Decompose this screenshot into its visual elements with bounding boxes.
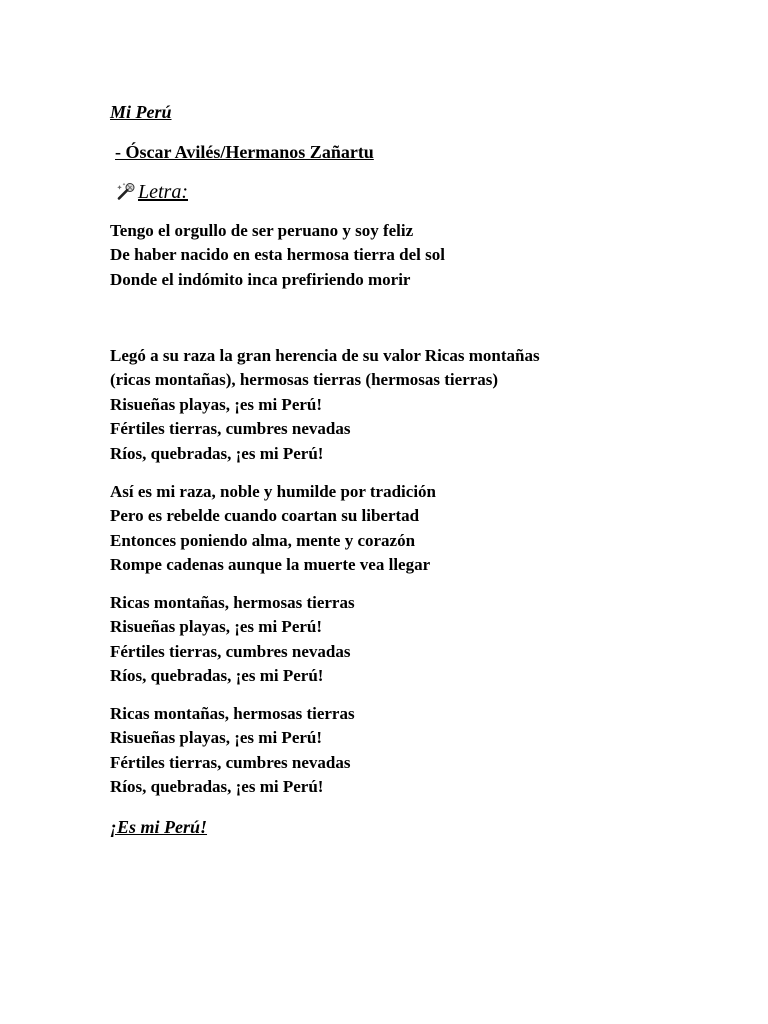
lyric-line: Ríos, quebradas, ¡es mi Perú! (110, 443, 324, 463)
lyrics-heading (116, 179, 188, 205)
lyric-line: Ríos, quebradas, ¡es mi Perú! (110, 666, 324, 686)
lyric-line: Pero es rebelde cuando coartan su libertad (110, 506, 420, 526)
author-line: - Óscar Avilés/Hermanos Zañartu (115, 142, 374, 162)
verse-4 (110, 591, 670, 689)
lyric-line: Fértiles tierras, cumbres nevadas (110, 641, 351, 661)
song-title: Mi Perú (110, 102, 172, 122)
verse-1 (110, 219, 670, 292)
closing-line: ¡Es mi Perú! (110, 817, 208, 837)
verse-5 (110, 702, 670, 800)
verse-2 (110, 344, 670, 466)
microphone-icon (116, 182, 136, 202)
lyric-line: Risueñas playas, ¡es mi Perú! (110, 728, 323, 748)
lyric-line: Legó a su raza la gran herencia de su valor Ricas montañas (110, 346, 540, 365)
lyric-line: Así es mi raza, noble y humilde por tradición (110, 482, 436, 501)
verse-3 (110, 480, 670, 578)
lyric-line: (ricas montañas), hermosas tierras (hermosas tierras) (110, 370, 499, 390)
lyric-line: Ríos, quebradas, ¡es mi Perú! (110, 777, 324, 797)
lyric-line: De haber nacido en esta hermosa tierra del sol (110, 245, 445, 265)
lyric-line: Rompe cadenas aunque la muerte vea llegar (110, 555, 431, 575)
lyric-line: Risueñas playas, ¡es mi Perú! (110, 617, 323, 637)
lyric-line: Risueñas playas, ¡es mi Perú! (110, 394, 323, 414)
lyric-line: Fértiles tierras, cumbres nevadas (110, 752, 351, 772)
lyric-line: Ricas montañas, hermosas tierras (110, 704, 355, 723)
lyric-line: Fértiles tierras, cumbres nevadas (110, 419, 351, 439)
lyric-line: Ricas montañas, hermosas tierras (110, 593, 355, 612)
lyric-line: Entonces poniendo alma, mente y corazón (110, 530, 416, 550)
lyrics-heading-label: Letra: (138, 181, 188, 203)
lyric-line: Donde el indómito inca prefiriendo morir (110, 269, 411, 289)
lyric-line: Tengo el orgullo de ser peruano y soy feliz (110, 221, 414, 240)
